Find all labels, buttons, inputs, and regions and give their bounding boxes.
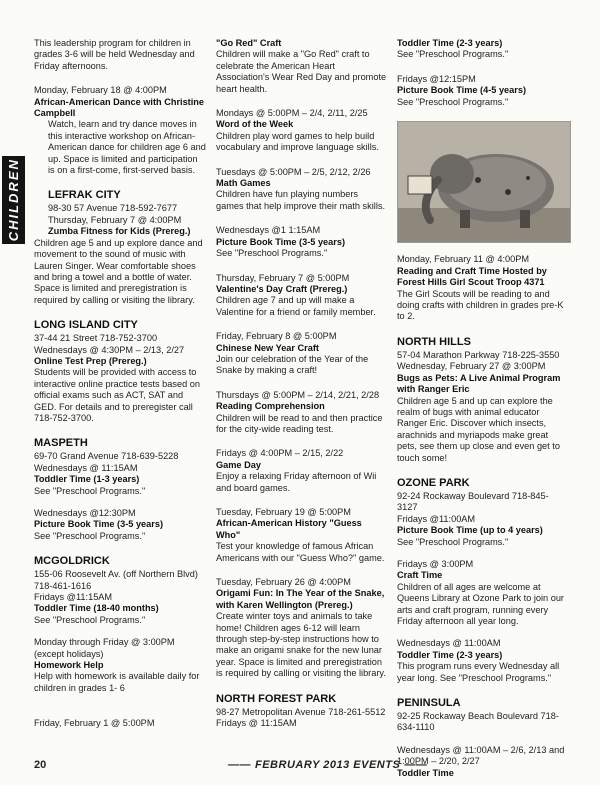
event-title: Online Test Prep (Prereg.) xyxy=(34,355,147,366)
event-go-red xyxy=(216,38,388,95)
event-desc: Children will make a "Go Red" craft to celebrate the American Heart Association's Wear Red Day and promote heart health. xyxy=(216,49,387,94)
event-when: Wednesdays @ 11:00AM xyxy=(397,638,501,649)
event-when: Fridays @11:15AM xyxy=(34,592,113,603)
event-when: Monday through Friday @ 3:00PM (except holidays) xyxy=(34,637,175,659)
event-origami xyxy=(216,577,388,680)
branch-maspeth xyxy=(34,437,206,542)
event-title: Reading and Craft Time Hosted by Forest Hills Girl Scout Troop 4371 xyxy=(397,265,547,288)
event-desc: Children play word games to help build vocabulary and improve language skills. xyxy=(216,130,379,153)
event-when: Thursday, February 7 @ 5:00PM xyxy=(216,272,350,283)
event-title: Game Day xyxy=(216,459,261,470)
branch-mcgoldrick xyxy=(34,555,206,729)
branch-name: PENINSULA xyxy=(397,697,461,710)
elephant-reading-illustration xyxy=(397,121,571,243)
event-desc: Children will be read to and then practice for the city-wide reading test. xyxy=(216,412,383,434)
event-title: "Go Red" Craft xyxy=(216,38,282,48)
event-when: Tuesday, February 19 @ 5:00PM xyxy=(216,507,351,517)
event-title: Picture Book Time (3-5 years) xyxy=(216,236,346,247)
column-middle xyxy=(216,38,388,743)
event-when: Tuesday, February 26 @ 4:00PM xyxy=(216,577,351,588)
event-when: Tuesdays @ 5:00PM – 2/5, 2/12, 2/26 xyxy=(216,166,371,177)
event-desc: See "Preschool Programs." xyxy=(34,530,146,541)
event-when: Fridays @11:00AM xyxy=(397,513,476,524)
event-when: Wednesdays @ 11:00AM – 2/6, 2/13 and 1:00PM – 2/20, 2/27 xyxy=(397,744,565,767)
intro-text: This leadership program for children in grades 3-6 will be held Wednesday and Friday afternoons. xyxy=(34,38,195,71)
branch-name: LONG ISLAND CITY xyxy=(34,319,138,332)
event-when: Wednesday, February 27 @ 3:00PM xyxy=(397,361,546,372)
event-desc: Help with homework is available daily for children in grades 1- 6 xyxy=(34,671,200,693)
event-desc: See "Preschool Programs." xyxy=(216,248,328,259)
column-right xyxy=(397,38,569,792)
section-tab-label: CHILDREN xyxy=(5,158,21,242)
event-when: Fridays @ 3:00PM xyxy=(397,558,474,569)
event-desc: See "Preschool Programs." xyxy=(397,96,509,107)
event-when: Wednesdays @12:30PM xyxy=(34,508,136,518)
event-when: Monday, February 18 @ 4:00PM xyxy=(34,85,167,96)
event-when: Fridays @ 11:15AM xyxy=(216,718,297,729)
branch-long-island-city xyxy=(34,319,206,424)
event-title: Math Games xyxy=(216,178,271,189)
event-title: Word of the Week xyxy=(216,119,294,130)
branch-address: 155-06 Roosevelt Av. (off Northern Blvd) 718-461-1616 xyxy=(34,569,198,591)
event-game-day xyxy=(216,448,388,494)
event-when: Mondays @ 5:00PM – 2/4, 2/11, 2/25 xyxy=(216,108,368,119)
event-toddler-time xyxy=(397,38,569,61)
event-valentine xyxy=(216,273,388,319)
event-title: Toddler Time (1-3 years) xyxy=(34,474,140,485)
branch-address: 92-24 Rockaway Boulevard 718-845-3127 xyxy=(397,490,549,513)
event-desc: Test your knowledge of famous African Americans with our "Guess Who?" game. xyxy=(216,541,385,563)
event-when: Monday, February 11 @ 4:00PM xyxy=(397,254,530,265)
event-picture-book xyxy=(397,74,569,108)
event-title: Chinese New Year Craft xyxy=(216,342,319,353)
event-title: Reading Comprehension xyxy=(216,401,325,412)
event-dance xyxy=(34,85,206,176)
branch-name: LEFRAK CITY xyxy=(48,189,121,202)
event-desc: See "Preschool Programs." xyxy=(397,49,509,60)
branch-north-forest-park xyxy=(216,693,388,730)
event-title: Picture Book Time (4-5 years) xyxy=(397,85,527,96)
event-desc: See "Preschool Programs." xyxy=(397,536,509,547)
event-title: Valentine's Day Craft (Prereg.) xyxy=(216,283,348,294)
branch-name: OZONE PARK xyxy=(397,476,470,489)
event-title: Homework Help xyxy=(34,660,104,671)
event-word-of-week xyxy=(216,108,388,154)
footer-title: —— FEBRUARY 2013 EVENTS —— xyxy=(228,760,427,771)
branch-north-hills xyxy=(397,336,569,464)
branch-address: 37-44 21 Street 718-752-3700 xyxy=(34,333,158,344)
event-when: Wednesdays @ 11:15AM xyxy=(34,462,138,473)
event-desc: Children age 5 and up can explore the realm of bugs with animal educator Ranger Eric. Discover which insects, arachnids and myriapods make great pets, see them up close and even get to touch some! xyxy=(397,395,560,463)
event-guess-who xyxy=(216,507,388,564)
event-picture-book xyxy=(216,225,388,259)
branch-ozone-park xyxy=(397,477,569,684)
column-left xyxy=(34,38,206,743)
event-math-games xyxy=(216,167,388,213)
event-when: Fridays @12:15PM xyxy=(397,73,476,84)
event-desc: Children of all ages are welcome at Queens Library at Ozone Park to join our arts and craft program, running every Friday afternoon all year long. xyxy=(397,581,564,626)
branch-address: 98-30 57 Avenue 718-592-7677 xyxy=(48,203,178,214)
event-desc: Children age 7 and up will make a Valentine for a friend or family member. xyxy=(216,295,376,317)
event-desc: This program runs every Wednesday all year long. See "Preschool Programs." xyxy=(397,661,560,683)
branch-address: 92-25 Rockaway Beach Boulevard 718-634-1110 xyxy=(397,711,559,733)
event-title: Toddler Time (2-3 years) xyxy=(397,649,503,660)
branch-address: 69-70 Grand Avenue 718-639-5228 xyxy=(34,451,179,462)
event-when: Wednesdays @1 1:15AM xyxy=(216,225,321,236)
event-desc: Students will be provided with access to interactive online practice tests based on official exams such as ACT, SAT and GED. For details and to preregister call 718-752-3700. xyxy=(34,367,200,423)
event-desc: See "Preschool Programs." xyxy=(34,614,146,625)
branch-name: MCGOLDRICK xyxy=(34,555,110,568)
event-title: Toddler Time (2-3 years) xyxy=(397,38,503,48)
page-number: 20 xyxy=(34,759,47,771)
event-title: Zumba Fitness for Kids (Prereg.) xyxy=(48,226,191,237)
event-title: Craft Time xyxy=(397,570,443,581)
children-section-tab xyxy=(2,156,25,244)
event-chinese-new-year xyxy=(216,331,388,377)
event-desc: The Girl Scouts will be reading to and doing crafts with children in grades pre-K to 2. xyxy=(397,288,564,322)
event-when: Friday, February 8 @ 5:00PM xyxy=(216,331,337,342)
event-when: Wednesdays @ 4:30PM – 2/13, 2/27 xyxy=(34,344,185,355)
event-when: Thursday, February 7 @ 4:00PM xyxy=(48,214,182,225)
event-when: Friday, February 1 @ 5:00PM xyxy=(34,718,155,729)
event-when: Thursdays @ 5:00PM – 2/14, 2/21, 2/28 xyxy=(216,389,380,400)
event-title: Picture Book Time (3-5 years) xyxy=(34,519,164,530)
event-title: Picture Book Time (up to 4 years) xyxy=(397,525,543,536)
event-desc: Children age 5 and up explore dance and movement to the sound of music with Lauren Singer. Wear comfortable shoes and bring a towel and a bottle of water. Space is limited and preregistration is required by calling or visiting the library. xyxy=(34,237,203,305)
branch-name: NORTH HILLS xyxy=(397,335,471,348)
event-desc: See "Preschool Programs." xyxy=(34,485,146,496)
event-desc: Join our celebration of the Year of the Snake by making a craft! xyxy=(216,353,369,376)
event-title: African-American Dance with Christine Campbell xyxy=(34,96,205,119)
event-desc: Enjoy a relaxing Friday afternoon of Wii and board games. xyxy=(216,471,377,493)
event-desc: Watch, learn and try dance moves in this interactive workshop on African-American dance for children age 6 and up. Space is limited and participation is on a first-come, first-served basis. xyxy=(48,119,206,176)
event-title: Bugs as Pets: A Live Animal Program with Ranger Eric xyxy=(397,372,561,395)
branch-address: 98-27 Metropolitan Avenue 718-261-5512 xyxy=(216,706,386,717)
event-desc: Children have fun playing numbers games that help improve their math skills. xyxy=(216,189,386,211)
event-title: Toddler Time (18-40 months) xyxy=(34,603,159,614)
event-reading xyxy=(216,390,388,436)
event-girl-scouts xyxy=(397,254,569,322)
branch-name: MASPETH xyxy=(34,437,88,450)
page-footer xyxy=(0,760,600,780)
event-title: Toddler Time xyxy=(397,767,454,778)
branch-name: NORTH FOREST PARK xyxy=(216,692,337,705)
event-when: Fridays @ 4:00PM – 2/15, 2/22 xyxy=(216,448,344,459)
branch-lefrak xyxy=(34,189,206,306)
event-title: African-American History "Guess Who" xyxy=(216,518,362,540)
event-desc: Create winter toys and animals to take home! Children ages 6-12 will learn through step-by-step instructions how to make an origami snake for the new lunar year. Space is limited and preregistration is required by calling or visiting the library. xyxy=(216,611,386,679)
event-title: Origami Fun: In The Year of the Snake, with Karen Wellington (Prereg.) xyxy=(216,588,385,610)
branch-address: 57-04 Marathon Parkway 718-225-3550 xyxy=(397,349,560,360)
